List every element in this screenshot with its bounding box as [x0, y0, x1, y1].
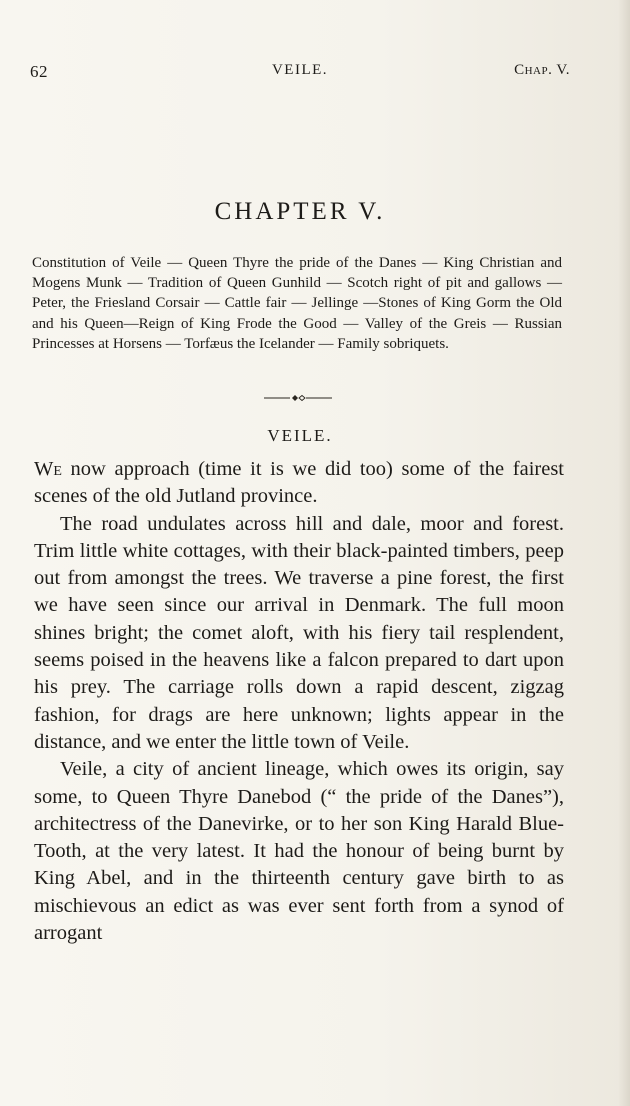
paragraph-1-text: now approach (time it is we did too) some of the fairest scenes of the old Jutland province. [34, 458, 564, 508]
ornament-divider-icon [262, 392, 334, 404]
running-title: VEILE. [271, 62, 329, 78]
chapter-title: CHAPTER V. [214, 198, 386, 225]
running-chapter: Chap. V. [514, 62, 570, 78]
page-number: 62 [30, 62, 48, 81]
paragraph-1 [34, 456, 564, 511]
page-edge-shadow [618, 0, 630, 1106]
paragraph-1-lead: We [34, 458, 62, 480]
paragraph-3: Veile, a city of ancient lineage, which owes its origin, say some, to Queen Thyre Danebod (“ the pride of the Danes”), architectress of the Danevirke, or to her son King Harald Blue-Tooth, at the very latest. It had the honour of being burnt by King Abel, and in the thirteenth century gave birth to as mischievous an edict as was ever sent forth from a synod of arrogant [34, 758, 564, 945]
section-heading: VEILE. [267, 426, 333, 445]
chapter-synopsis: Constitution of Veile — Queen Thyre the pride of the Danes — King Christian and Mogens Munk — Tradition of Queen Gunhild — Scotch right of pit and gallows — Peter, the Friesland Corsair — Cattle fair — Jellinge —Stones of King Gorm the Old and his Queen—Reign of King Frode the Good — Valley of the Greis — Russian Princesses at Horsens — Torfæus the Icelander — Family sobriquets. [32, 255, 562, 352]
body-text [34, 456, 564, 947]
running-head [30, 62, 570, 84]
paragraph-2: The road undulates across hill and dale, moor and forest. Trim little white cottages, with their black-painted timbers, peep out from amongst the trees. We traverse a pine forest, the first we have seen since our arrival in Denmark. The full moon shines bright; the comet aloft, with his fiery tail resplendent, seems poised in the heavens like a falcon prepared to dart upon his prey. The carriage rolls down a rapid descent, zigzag fashion, for drags are here unknown; lights appear in the distance, and we enter the little town of Veile. [34, 512, 564, 753]
